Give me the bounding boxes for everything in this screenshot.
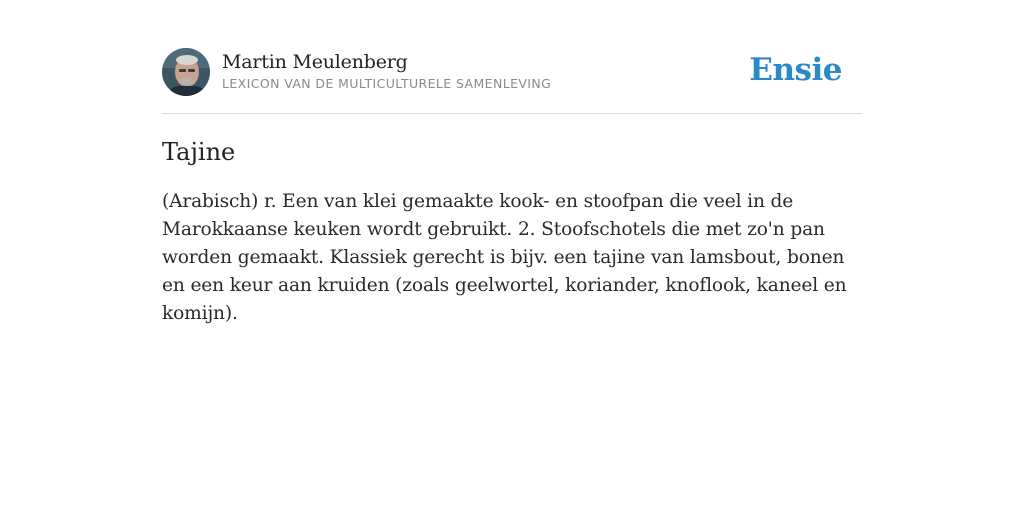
source-label[interactable]: LEXICON VAN DE MULTICULTURELE SAMENLEVING: [222, 76, 552, 91]
ensie-logo[interactable]: Ensie: [749, 52, 842, 88]
author-photo-icon: [162, 48, 210, 96]
author-avatar[interactable]: [162, 48, 210, 96]
entry-card: [162, 46, 862, 328]
entry-title: Tajine: [162, 138, 236, 166]
author-name[interactable]: Martin Meulenberg: [222, 51, 408, 73]
entry-header: [162, 46, 862, 114]
author-block: [222, 50, 749, 92]
entry-body: (Arabisch) r. Een van klei gemaakte kook- en stoofpan die veel in de Marokkaanse keuken wordt gebruikt. 2. Stoofschotels die met zo'n pan worden gemaakt. Klassiek gerecht is bijv. een tajine van lamsbout, bonen en een keur aan kruiden (zoals geelwortel, koriander, knoflook, kaneel en komijn).: [162, 191, 847, 324]
